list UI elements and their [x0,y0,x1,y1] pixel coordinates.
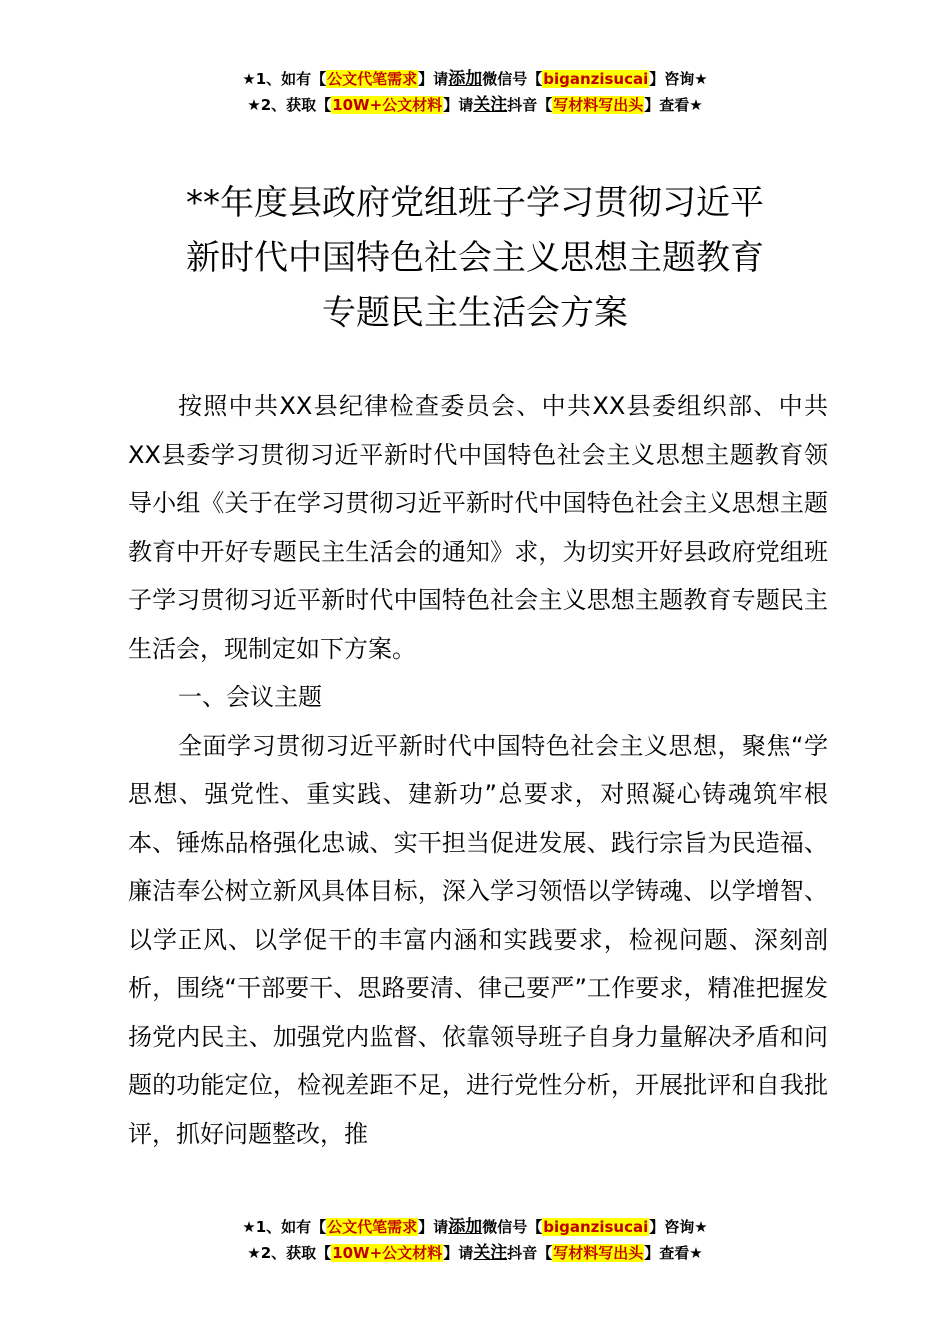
intro-paragraph: 按照中共XX县纪律检查委员会、中共XX县委组织部、中共XX县委学习贯彻习近平新时代中国特色社会主义思想主题教育领导小组《关于在学习贯彻习近平新时代中国特色社会主义思想主题教育中开好专题民主生活会的通知》求，为切实开好县政府党组班子学习贯彻习近平新时代中国特色社会主义思想主题教育专题民主生活会，现制定如下方案。 [128,392,828,663]
banner-text: 】请 [443,1244,474,1262]
highlight-wechat-id: biganzisucai [543,1218,649,1236]
emphasis-text: 添加 [448,69,483,89]
banner-line-1 [0,66,950,92]
footer-banner [0,1214,950,1266]
section-heading-1: 一、会议主题 [178,683,322,711]
emphasis-text: 关注 [473,1243,508,1263]
highlight-materials: 10W+公文材料 [332,1244,443,1262]
title-line-1: **年度县政府党组班子学习贯彻习近平 [186,183,764,223]
section-paragraph-1: 全面学习贯彻习近平新时代中国特色社会主义思想，聚焦“学思想、强党性、重实践、建新功”总要求，对照凝心铸魂筑牢根本、锤炼品格强化忠诚、实干担当促进发展、践行宗旨为民造福、廉洁奉公树立新风具体目标，深入学习领悟以学铸魂、以学增智、以学正风、以学促干的丰富内涵和实践要求，检视问题、深刻剖析，围绕“干部要干、思路要清、律己要严”工作要求，精准把握发扬党内民主、加强党内监督、依靠领导班子自身力量解决矛盾和问题的功能定位，检视差距不足，进行党性分析，开展批评和自我批评，抓好问题整改，推 [128,731,828,1148]
banner-text: ★1、如有【 [242,70,327,88]
emphasis-text: 关注 [473,95,508,115]
banner-text: 】查看★ [644,96,703,114]
title-line-2: 新时代中国特色社会主义思想主题教育 [186,238,764,278]
banner-line-2 [0,1240,950,1266]
banner-text: 微信号【 [482,1218,543,1236]
banner-text: ★2、获取【 [247,1244,332,1262]
banner-text: 】请 [443,96,474,114]
highlight-wechat-id: biganzisucai [543,70,649,88]
highlight-douyin-account: 写材料写出头 [553,96,644,114]
banner-text: 抖音【 [507,96,553,114]
banner-text: 】咨询★ [649,1218,708,1236]
banner-text: 抖音【 [507,1244,553,1262]
title-line-3: 专题民主生活会方案 [322,293,628,333]
banner-text: 】请 [418,1218,449,1236]
banner-text: 】请 [418,70,449,88]
emphasis-text: 添加 [448,1217,483,1237]
banner-text: 】咨询★ [649,70,708,88]
banner-text: ★1、如有【 [242,1218,327,1236]
document-title [0,176,950,341]
banner-line-2 [0,92,950,118]
banner-text: ★2、获取【 [247,96,332,114]
document-body [128,382,828,1158]
banner-text: 】查看★ [644,1244,703,1262]
highlight-service: 公文代笔需求 [327,70,418,88]
banner-line-1 [0,1214,950,1240]
header-banner [0,66,950,118]
highlight-materials: 10W+公文材料 [332,96,443,114]
banner-text: 微信号【 [482,70,543,88]
highlight-service: 公文代笔需求 [327,1218,418,1236]
highlight-douyin-account: 写材料写出头 [553,1244,644,1262]
